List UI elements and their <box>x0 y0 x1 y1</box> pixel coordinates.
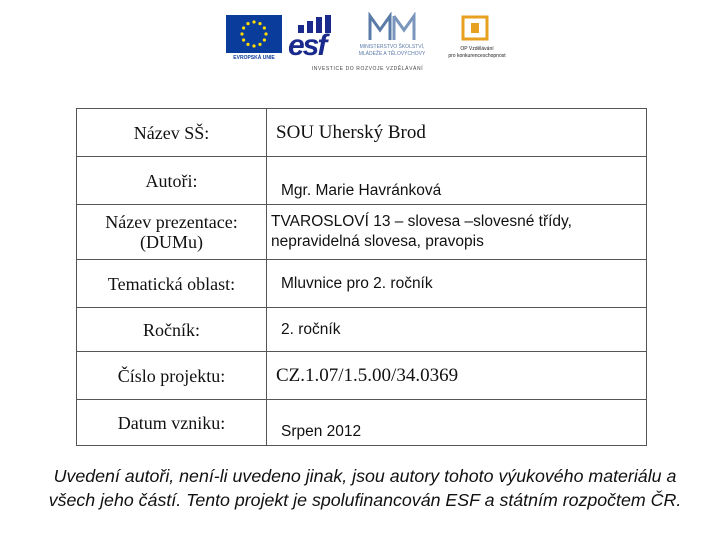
table-row-presentation <box>77 205 647 260</box>
eu-star-icon <box>242 26 245 29</box>
eu-star-icon <box>263 26 266 29</box>
footer-note <box>20 464 710 512</box>
logo-band <box>0 0 720 80</box>
table-row-grade <box>77 308 647 352</box>
table-row-project <box>77 352 647 400</box>
eu-star-icon <box>246 22 249 25</box>
invest-caption: INVESTICE DO ROZVOJE VZDĚLÁVÁNÍ <box>311 66 424 72</box>
label-date: Datum vzniku: <box>77 400 267 446</box>
label-authors: Autoři: <box>77 157 267 205</box>
eu-stars-icon <box>226 15 282 53</box>
esf-text: esf <box>288 29 326 62</box>
eu-star-icon <box>263 38 266 41</box>
value-grade: 2. ročník <box>267 308 647 352</box>
value-presentation-line1: TVAROSLOVÍ 13 – slovesa –slovesné třídy, <box>271 213 572 230</box>
value-presentation-line2: nepravidelná slovesa, pravopis <box>271 233 484 250</box>
eu-caption: EVROPSKÁ UNIE <box>233 55 275 61</box>
eu-star-icon <box>258 43 261 46</box>
table-row-topic <box>77 260 647 308</box>
value-school: SOU Uherský Brod <box>267 109 647 157</box>
eu-star-icon <box>252 44 255 47</box>
op-caption <box>446 46 508 60</box>
eu-star-icon <box>240 32 243 35</box>
table-row-date <box>77 400 647 446</box>
msmt-logo <box>342 12 442 62</box>
op-caption-line2: pro konkurenceschopnost <box>448 53 506 59</box>
msmt-caption-line1: MINISTERSTVO ŠKOLSTVÍ, <box>359 44 425 50</box>
msmt-caption <box>342 44 442 58</box>
label-topic: Tematická oblast: <box>77 260 267 308</box>
msmt-caption-line2: MLÁDEŽE A TĚLOVÝCHOVY <box>358 51 426 57</box>
label-presentation-line2: (DUMu) <box>140 232 203 252</box>
footer-line1: Uvedení autoři, není-li uvedeno jinak, jsou autory tohoto výukového materiálu a <box>53 466 677 486</box>
eu-flag-logo <box>226 15 282 53</box>
op-caption-line1: OP Vzdělávání <box>460 46 494 52</box>
value-project: CZ.1.07/1.5.00/34.0369 <box>267 352 647 400</box>
op-mark-icon <box>460 14 490 42</box>
table-row-authors <box>77 157 647 205</box>
op-logo <box>446 14 508 64</box>
eu-star-icon <box>242 38 245 41</box>
label-grade: Ročník: <box>77 308 267 352</box>
value-topic: Mluvnice pro 2. ročník <box>267 260 647 308</box>
value-presentation <box>267 205 647 260</box>
eu-star-icon <box>246 43 249 46</box>
label-presentation <box>77 205 267 260</box>
value-authors: Mgr. Marie Havránková <box>267 157 647 205</box>
esf-logo <box>288 15 336 61</box>
table-row-school <box>77 109 647 157</box>
eu-star-icon <box>252 20 255 23</box>
label-presentation-line1: Název prezentace: <box>105 212 238 232</box>
eu-star-icon <box>258 22 261 25</box>
footer-line2: všech jeho částí. Tento projekt je spolufinancován ESF a státním rozpočtem ČR. <box>48 490 682 510</box>
label-school: Název SŠ: <box>77 109 267 157</box>
eu-star-icon <box>264 32 267 35</box>
info-table <box>76 108 647 446</box>
value-date: Srpen 2012 <box>267 400 647 446</box>
label-project: Číslo projektu: <box>77 352 267 400</box>
msmt-emblem-icon <box>368 12 416 42</box>
